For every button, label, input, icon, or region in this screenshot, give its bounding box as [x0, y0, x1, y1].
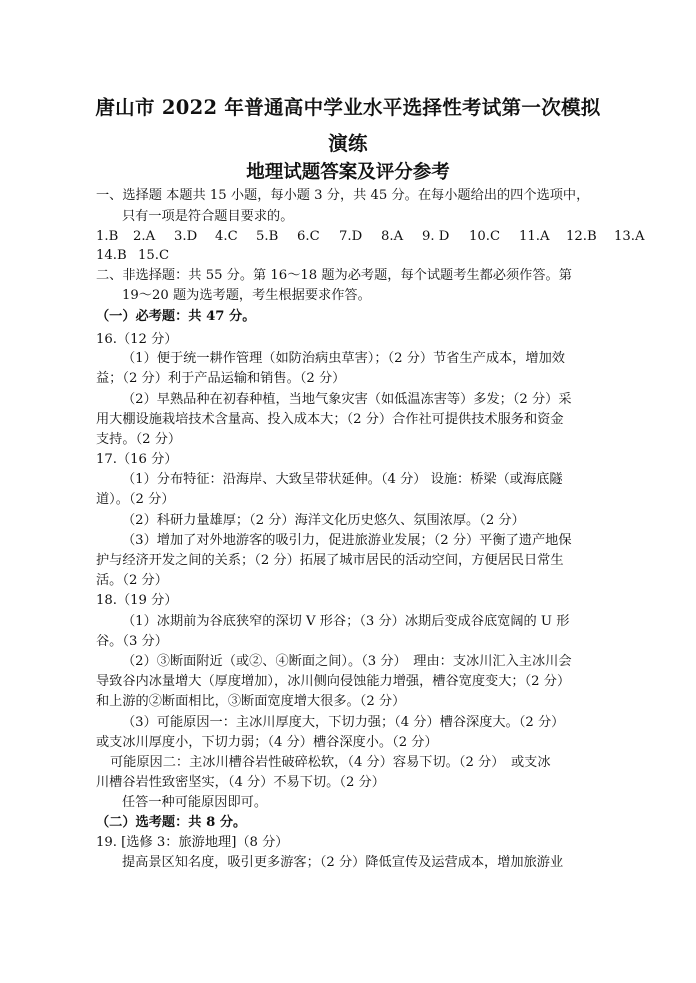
part2-heading-line2: 19～20 题为选考题，考生根据要求作答。 — [122, 288, 371, 303]
part1-heading-line2: 只有一项是符合题目要求的。 — [122, 209, 294, 224]
answer-line: 谷。（3 分） — [96, 634, 168, 649]
answer-line: 益；（2 分）利于产品运输和销售。（2 分） — [96, 371, 346, 386]
mc-answer: 1.B — [96, 229, 119, 244]
answer-line: （1）便于统一耕作管理（如防治病虫草害）；（2 分）节省生产成本，增加效 — [122, 351, 565, 366]
mc-answer: 11.A — [519, 229, 550, 244]
q17-number: 17.（16 分） — [96, 452, 178, 467]
mc-answer: 7.D — [339, 229, 363, 244]
answer-line: （2）早熟品种在初春种植，当地气象灾害（如低温冻害等）多发；（2 分）采 — [122, 392, 572, 407]
answer-line: （3）增加了对外地游客的吸引力，促进旅游业发展；（2 分）平衡了遗产地保 — [122, 533, 572, 548]
document-title-line1: 唐山市 2022 年普通高中学业水平选择性考试第一次模拟 — [95, 96, 601, 119]
mc-answer: 14.B — [96, 248, 127, 263]
mc-answer: 10.C — [469, 229, 501, 244]
answer-line: 支持。（2 分） — [96, 432, 182, 447]
mc-answer: 4.C — [215, 229, 238, 244]
mc-answer: 9. D — [422, 229, 450, 244]
mc-answer: 2.A — [133, 229, 156, 244]
mc-answer: 6.C — [297, 229, 320, 244]
answer-line: 任答一种可能原因即可。 — [122, 795, 268, 810]
answer-line: 导致谷内冰量增大（厚度增加），冰川侧向侵蚀能力增强，槽谷宽度变大；（2 分） — [96, 674, 571, 689]
answer-line: 或支冰川厚度小，下切力弱；（4 分）槽谷深度小。（2 分） — [96, 735, 438, 750]
answer-line: 提高景区知名度，吸引更多游客；（2 分）降低宣传及运营成本，增加旅游业 — [122, 855, 564, 870]
answer-line: 活。（2 分） — [96, 573, 168, 588]
answer-line: （2）科研力量雄厚；（2 分）海洋文化历史悠久、氛围浓厚。（2 分） — [122, 513, 525, 528]
optional-section-heading: （二）选考题：共 8 分。 — [96, 815, 247, 830]
answer-line: 道）。（2 分） — [96, 492, 175, 507]
mc-answer: 15.C — [138, 248, 170, 263]
answer-line: （3）可能原因一：主冰川厚度大，下切力强；（4 分）槽谷深度大。（2 分） — [122, 715, 565, 730]
answer-line: 川槽谷岩性致密坚实，（4 分）不易下切。（2 分） — [96, 775, 385, 790]
answer-line: （1）分布特征：沿海岸、大致呈带状延伸。（4 分） 设施：桥梁（或海底隧 — [122, 472, 563, 487]
document-title-line2: 演练 — [328, 132, 368, 155]
q18-number: 18.（19 分） — [96, 593, 178, 608]
mc-answer: 3.D — [174, 229, 198, 244]
mc-answer: 5.B — [256, 229, 279, 244]
document-subtitle: 地理试题答案及评分参考 — [246, 162, 450, 183]
q19-number: 19. [选修 3：旅游地理]（8 分） — [96, 835, 289, 850]
answer-line: （1）冰期前为谷底狭窄的深切 V 形谷；（3 分）冰期后变成谷底宽阔的 U 形 — [122, 614, 570, 629]
q16-number: 16.（12 分） — [96, 332, 178, 347]
answer-line: 和上游的②断面相比，③断面宽度增大很多。（2 分） — [96, 694, 406, 709]
part2-heading-line1: 二、非选择题：共 55 分。第 16～18 题为必考题，每个试题考生都必须作答。第 — [96, 268, 572, 283]
required-section-heading: （一）必考题：共 47 分。 — [96, 309, 256, 324]
mc-answer: 12.B — [566, 229, 597, 244]
part1-heading-line1: 一、选择题 本题共 15 小题，每小题 3 分，共 45 分。在每小题给出的四个选项中， — [96, 188, 590, 203]
mc-answer: 13.A — [614, 229, 645, 244]
answer-line: 用大棚设施栽培技术含量高、投入成本大；（2 分）合作社可提供技术服务和资金 — [96, 412, 564, 427]
answer-line: 可能原因二：主冰川槽谷岩性破碎松软，（4 分）容易下切。（2 分） 或支冰 — [110, 755, 551, 770]
answer-line: （2）③断面附近（或②、④断面之间）。（3 分） 理由：支冰川汇入主冰川会 — [122, 654, 572, 669]
mc-answer: 8.A — [381, 229, 404, 244]
answer-line: 护与经济开发之间的关系；（2 分）拓展了城市居民的活动空间，方便居民日常生 — [96, 553, 564, 568]
